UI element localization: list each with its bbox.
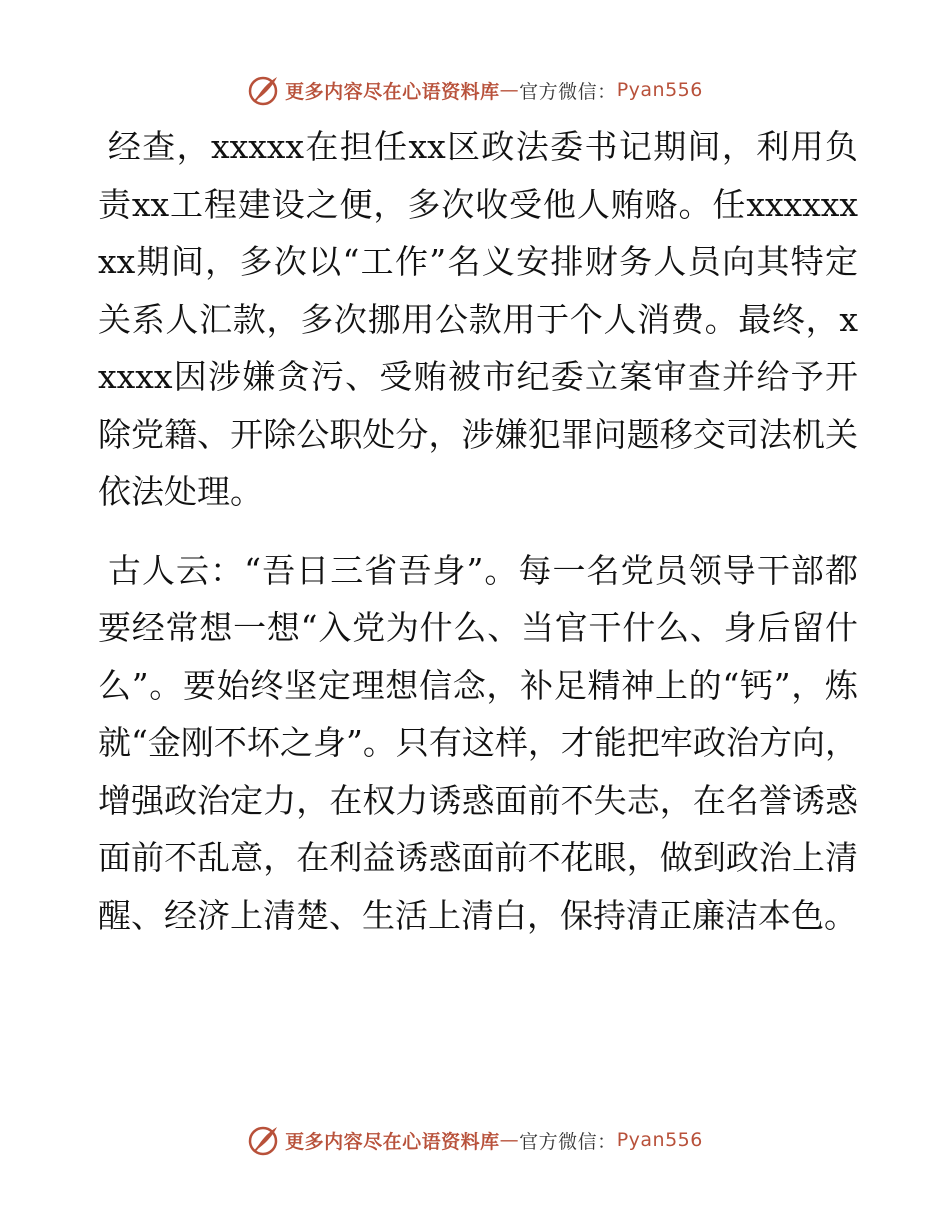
paragraph-1: 经查，xxxxx在担任xx区政法委书记期间，利用负责xx工程建设之便，多次收受他人贿赂。任xxxxxxxx期间，多次以“工作”名义安排财务人员向其特定关系人汇款，多次挪用公款用于个人消费。最终，xxxxx因涉嫌贪污、受贿被市纪委立案审查并给予开除党籍、开除公职处分，涉嫌犯罪问题移交司法机关依法处理。	[98, 127, 858, 511]
watermark-wechat-id: Pyan556	[616, 79, 703, 101]
watermark-wechat-id: Pyan556	[616, 1129, 703, 1151]
watermark-text: 更多内容尽在心语资料库	[285, 80, 500, 103]
watermark-text: 更多内容尽在心语资料库	[285, 1130, 500, 1153]
watermark-label: 官方微信：	[519, 80, 617, 103]
quill-logo-icon	[247, 1123, 281, 1157]
watermark-dash: —	[499, 79, 520, 101]
page-header-watermark	[0, 70, 950, 110]
quill-logo-icon	[247, 73, 281, 107]
watermark-dash: —	[499, 1129, 520, 1151]
paragraph-2: 古人云：“吾日三省吾身”。每一名党员领导干部都要经常想一想“入党为什么、当官干什么、身后留什么”。要始终坚定理想信念，补足精神上的“钙”，炼就“金刚不坏之身”。只有这样，才能把牢政治方向，增强政治定力，在权力诱惑面前不失志，在名誉诱惑面前不乱意，在利益诱惑面前不花眼，做到政治上清醒、经济上清楚、生活上清白，保持清正廉洁本色。	[98, 550, 858, 935]
page-footer-watermark	[0, 1120, 950, 1160]
watermark-label: 官方微信：	[519, 1130, 617, 1153]
document-body	[98, 118, 858, 944]
